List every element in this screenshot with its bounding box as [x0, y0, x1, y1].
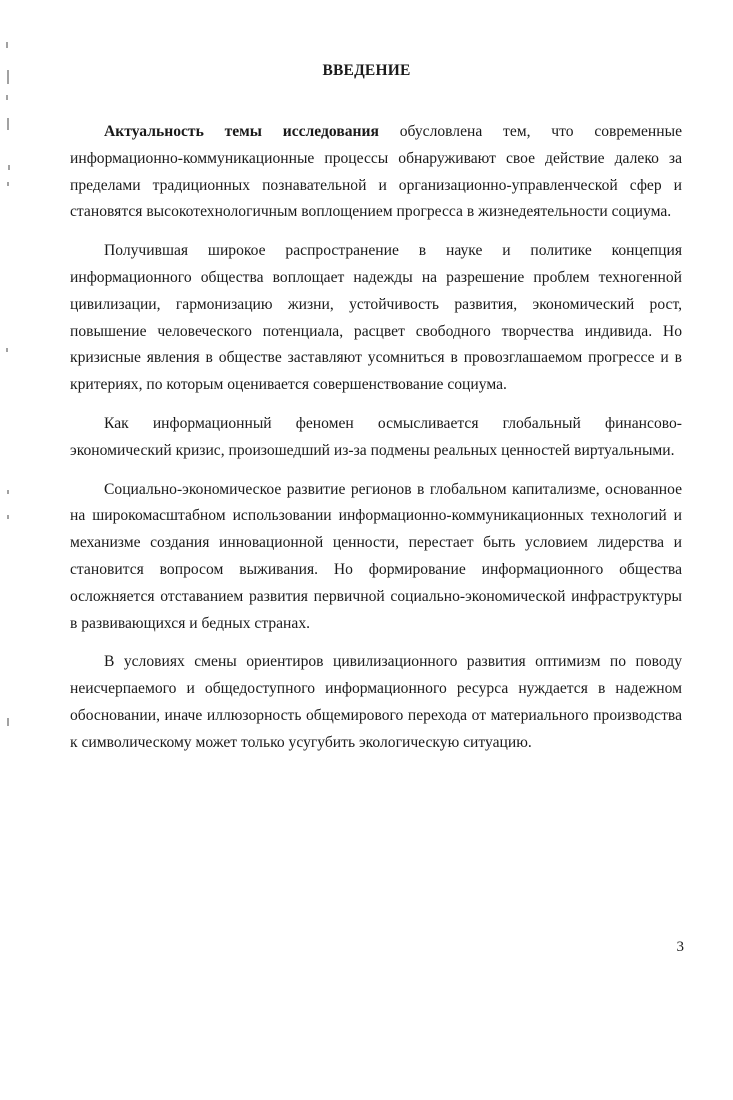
scan-margin-marks — [0, 0, 20, 1100]
paragraph-text: В условиях смены ориентиров цивилизационного развития оптимизм по поводу неисчерпаемого и общедоступного информационного ресурса нуждается в надежном обосновании, иначе иллюзорность общемирового перехода от материального производства к символическому может только усугубить экологическую ситуацию. — [70, 653, 682, 751]
paragraph-text: Социально-экономическое развитие регионов в глобальном капитализме, основанное на широкомасштабном использовании информационно-коммуникационных технологий и механизме создания инновационной ценности, перестает быть условием лидерства и становится вопросом выживания. Но формирование информационного общества осложняется отставанием развития первичной социально-экономической инфраструктуры в развивающихся и бедных странах. — [70, 480, 682, 632]
paragraph — [70, 649, 682, 756]
page-number: 3 — [676, 939, 684, 955]
paragraph-text: Как информационный феномен осмысливается глобальный финансово-экономический кризис, произошедший из-за подмены реальных ценностей виртуальными. — [70, 414, 682, 459]
paragraph — [70, 411, 682, 465]
paragraph — [70, 238, 682, 399]
body-text — [70, 119, 682, 769]
paragraph-text: Получившая широкое распространение в науке и политике концепция информационного общества воплощает надежды на разрешение проблем техногенной цивилизации, гармонизацию жизни, устойчивость развития, экономический рост, повышение человеческого потенциала, расцвет свободного творчества индивида. Но кризисные явления в обществе заставляют усомниться в провозглашаемом прогрессе и в критериях, по которым оценивается совершенствование социума. — [70, 242, 682, 394]
paragraph — [70, 477, 682, 638]
paragraph-bold-lead: Актуальность темы исследования — [104, 123, 379, 140]
page-title: ВВЕДЕНИЕ — [322, 62, 411, 79]
paragraph-text: обусловлена тем, что современные информационно-коммуникационные процессы обнаруживают свое действие далеко за пределами традиционных познавательной и организационно-управленческой сфер и становятся высокотехнологичным воплощением прогресса в жизнедеятельности социума. — [70, 123, 682, 221]
paragraph — [70, 119, 682, 226]
